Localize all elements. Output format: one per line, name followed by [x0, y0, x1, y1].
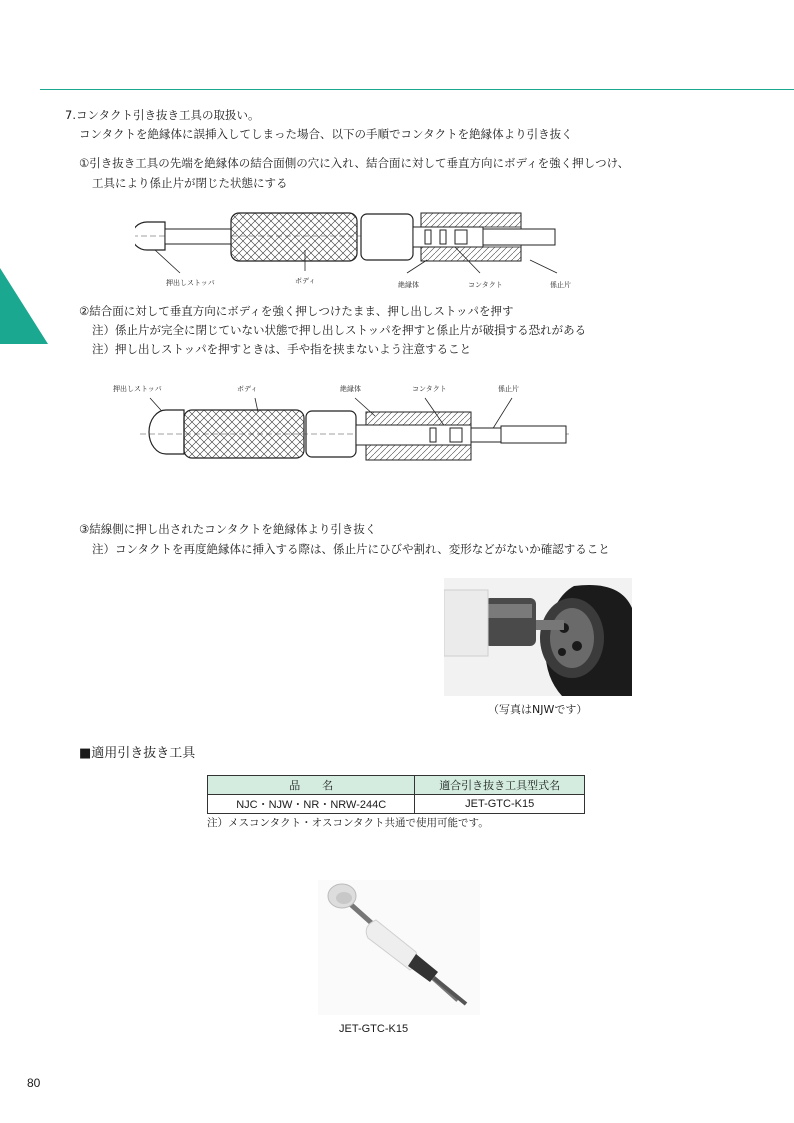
photo2-caption: JET-GTC-K15 [339, 1023, 409, 1035]
header-tool-model: 適合引き抜き工具型式名 [415, 776, 585, 795]
extraction-diagram-1 [135, 205, 565, 275]
page-number: 80 [27, 1076, 41, 1090]
cell-tool-model: JET-GTC-K15 [415, 795, 585, 814]
cell-product-name: NJC・NJW・NR・NRW-244C [208, 795, 415, 814]
step1-line2: 工具により係止片が閉じた状態にする [92, 176, 288, 190]
jet-gtc-k15-photo [318, 880, 480, 1015]
step2-line1: ②結合面に対して垂直方向にボディを強く押しつけたまま、押し出しストッパを押す [79, 304, 514, 318]
tools-table [207, 775, 585, 814]
step1-line1: ①引き抜き工具の先端を絶縁体の結合面側の穴に入れ、結合面に対して垂直方向にボディを強く押しつけ、 [79, 156, 630, 170]
header-rule [40, 89, 794, 90]
tools-heading: ■適用引き抜き工具 [79, 746, 196, 761]
page-tab-marker [0, 268, 48, 344]
d1-label-latch: 係止片 [550, 281, 571, 289]
d2-label-body: ボディ [237, 385, 258, 393]
step2-note1: 注）係止片が完全に閉じていない状態で押し出しストッパを押すと係止片が破損する恐れがある [92, 323, 587, 337]
d2-label-stopper: 押出しストッパ [113, 385, 162, 393]
table-row [208, 795, 585, 814]
extraction-diagram-2 [140, 394, 580, 466]
step3-line1: ③結線側に押し出されたコンタクトを絶縁体より引き抜く [79, 522, 377, 536]
step2-note2: 注）押し出しストッパを押すときは、手や指を挟まないよう注意すること [92, 342, 472, 356]
njw-extraction-photo [444, 578, 632, 696]
d2-label-latch: 係止片 [498, 385, 519, 393]
d2-label-insulator: 絶縁体 [340, 385, 361, 393]
section-title: 7.コンタクト引き抜き工具の取扱い。 [65, 108, 260, 122]
d2-label-contact: コンタクト [412, 385, 447, 393]
step3-note1: 注）コンタクトを再度絶縁体に挿入する際は、係止片にひびや割れ、変形などがないか確認すること [92, 542, 610, 556]
tools-table-header [208, 776, 585, 795]
section-intro: コンタクトを絶縁体に誤挿入してしまった場合、以下の手順でコンタクトを絶縁体より引き抜く [79, 127, 573, 141]
header-product-name: 品 名 [208, 776, 415, 795]
d1-label-insulator: 絶縁体 [398, 281, 419, 289]
tools-note: 注）メスコンタクト・オスコンタクト共通で使用可能です。 [207, 817, 489, 829]
d1-label-stopper: 押出しストッパ [166, 279, 215, 287]
d1-label-contact: コンタクト [468, 281, 503, 289]
d1-label-body: ボディ [295, 277, 316, 285]
photo1-caption: （写真はNJWです） [488, 703, 588, 716]
